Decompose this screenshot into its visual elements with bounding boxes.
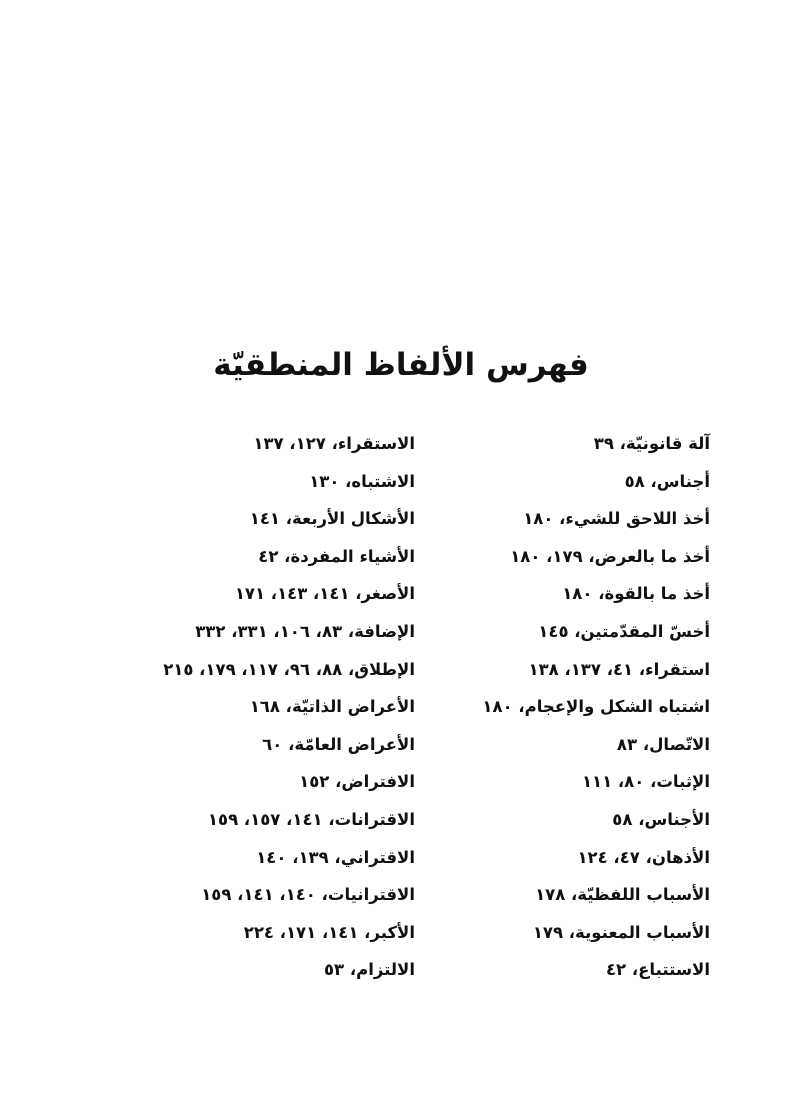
index-entry: الإثبات، ٨٠، ١١١ xyxy=(581,772,710,792)
index-entry: أخسّ المقدّمتين، ١٤٥ xyxy=(538,621,710,641)
index-column-right xyxy=(410,425,710,989)
index-entry: الأشياء المفردة، ٤٢ xyxy=(258,546,415,566)
index-entry: أخذ ما بالقوة، ١٨٠ xyxy=(562,584,710,604)
index-entry: أخذ اللاحق للشيء، ١٨٠ xyxy=(523,509,710,529)
index-entry: اشتباه الشكل والإعجام، ١٨٠ xyxy=(482,697,710,717)
page-title: فهرس الألفاظ المنطقيّة xyxy=(213,347,589,383)
index-entry: الأسباب المعنوية، ١٧٩ xyxy=(532,922,710,942)
index-entry: الإضافة، ٨٣، ١٠٦، ٣٣١، ٣٣٢ xyxy=(195,621,415,641)
index-entry: الاقتراني، ١٣٩، ١٤٠ xyxy=(256,847,415,867)
index-entry: الأجناس، ٥٨ xyxy=(612,809,710,829)
index-entry: الاقترانات، ١٤١، ١٥٧، ١٥٩ xyxy=(207,809,415,829)
index-entry: الاقترانيات، ١٤٠، ١٤١، ١٥٩ xyxy=(201,885,415,905)
index-entry: الأعراض الذاتيّة، ١٦٨ xyxy=(249,697,415,717)
index-entry: أجناس، ٥٨ xyxy=(624,471,710,491)
index-entry: الالتزام، ٥٣ xyxy=(323,960,415,980)
index-entry: الأكبر، ١٤١، ١٧١، ٢٢٤ xyxy=(243,922,415,942)
index-entry: الأعراض العامّة، ٦٠ xyxy=(262,734,415,754)
index-entry: الأسباب اللفظيّة، ١٧٨ xyxy=(535,885,710,905)
index-entry: الأشكال الأربعة، ١٤١ xyxy=(249,509,415,529)
index-entry: الأذهان، ٤٧، ١٢٤ xyxy=(577,847,710,867)
index-entry: الأصغر، ١٤١، ١٤٣، ١٧١ xyxy=(234,584,415,604)
index-entry: الاستتباع، ٤٢ xyxy=(605,960,710,980)
index-entry: الإطلاق، ٨٨، ٩٦، ١١٧، ١٧٩، ٢١٥ xyxy=(163,659,415,679)
index-entry: استقراء، ٤١، ١٣٧، ١٣٨ xyxy=(528,659,710,679)
index-entry: الاستقراء، ١٢٧، ١٣٧ xyxy=(253,434,415,453)
index-entry: أخذ ما بالعرض، ١٧٩، ١٨٠ xyxy=(510,546,710,566)
index-entry: آلة قانونيّة، ٣٩ xyxy=(593,434,710,453)
index-entry: الاتّصال، ٨٣ xyxy=(616,734,710,754)
index-entry: الاشتباه، ١٣٠ xyxy=(309,471,415,491)
index-column-left xyxy=(85,425,415,989)
index-entry: الافتراض، ١٥٢ xyxy=(299,772,415,792)
